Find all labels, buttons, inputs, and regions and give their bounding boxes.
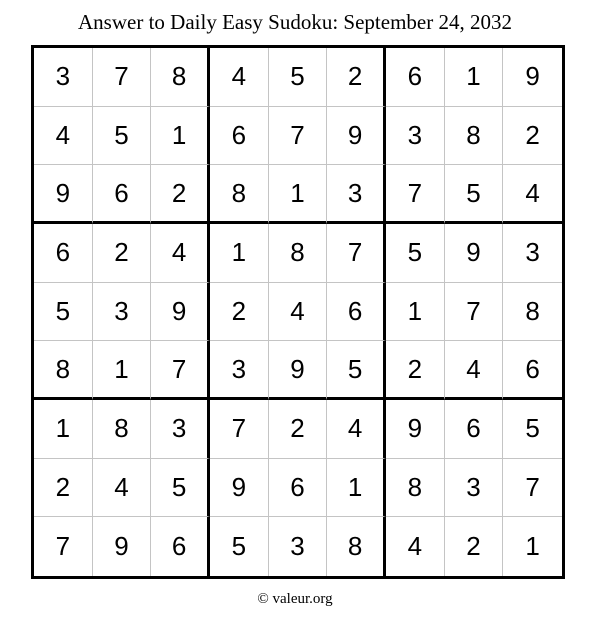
sudoku-cell-r8-c7: 8	[386, 459, 445, 518]
sudoku-cell-r2-c8: 8	[445, 107, 504, 166]
sudoku-cell-r8-c2: 4	[93, 459, 152, 518]
sudoku-cell-r2-c6: 9	[327, 107, 386, 166]
sudoku-cell-r4-c2: 2	[93, 224, 152, 283]
sudoku-cell-r8-c4: 9	[210, 459, 269, 518]
sudoku-cell-r9-c6: 8	[327, 517, 386, 576]
sudoku-cell-r8-c9: 7	[503, 459, 562, 518]
sudoku-cell-r6-c5: 9	[269, 341, 328, 400]
sudoku-cell-r2-c9: 2	[503, 107, 562, 166]
sudoku-cell-r2-c1: 4	[34, 107, 93, 166]
sudoku-cell-r1-c5: 5	[269, 48, 328, 107]
sudoku-cell-r9-c9: 1	[525, 531, 540, 562]
sudoku-cell-r5-c2: 3	[93, 283, 152, 342]
sudoku-cell-r5-c9: 8	[503, 283, 562, 342]
sudoku-cell-r4-c6: 7	[327, 224, 386, 283]
sudoku-cell-r8-c8: 3	[445, 459, 504, 518]
sudoku-cell-r8-c3: 5	[151, 459, 210, 518]
sudoku-cell-r5-c6: 6	[327, 283, 386, 342]
sudoku-cell-r2-c4: 6	[210, 107, 269, 166]
sudoku-cell-r1-c2: 7	[93, 48, 152, 107]
sudoku-cell-r6-c3: 7	[151, 341, 210, 400]
sudoku-cell-r3-c1: 9	[34, 165, 93, 224]
sudoku-cell-r3-c5: 1	[269, 165, 328, 224]
page-title: Answer to Daily Easy Sudoku: September 24, 2032	[78, 10, 512, 34]
sudoku-cell-r4-c1: 6	[34, 224, 93, 283]
sudoku-cell-r6-c8: 4	[445, 341, 504, 400]
sudoku-cell-r6-c6: 5	[327, 341, 386, 400]
sudoku-cell-r9-c8: 2	[445, 517, 504, 576]
sudoku-cell-r7-c4: 7	[210, 400, 269, 459]
sudoku-cell-r3-c4: 8	[210, 165, 269, 224]
sudoku-cell-r9-c5: 3	[269, 517, 328, 576]
sudoku-cell-r3-c9: 4	[503, 165, 562, 224]
sudoku-cell-r9-c3: 6	[151, 517, 210, 576]
sudoku-cell-r4-c8: 9	[445, 224, 504, 283]
sudoku-cell-r7-c1: 1	[34, 400, 93, 459]
sudoku-cell-r1-c7: 6	[386, 48, 445, 107]
copyright-footer: © valeur.org	[257, 591, 333, 607]
sudoku-cell-r5-c7: 1	[386, 283, 445, 342]
sudoku-cell-r3-c2: 6	[93, 165, 152, 224]
sudoku-cell-r6-c9: 6	[503, 341, 562, 400]
sudoku-cell-r8-c1: 2	[34, 459, 93, 518]
sudoku-cell-r7-c9: 5	[503, 400, 562, 459]
sudoku-cell-r3-c3: 2	[151, 165, 210, 224]
sudoku-cell-r4-c3: 4	[151, 224, 210, 283]
sudoku-cell-r5-c5: 4	[269, 283, 328, 342]
sudoku-board	[31, 45, 565, 579]
sudoku-cell-r6-c7: 2	[386, 341, 445, 400]
sudoku-cell-r7-c5: 2	[269, 400, 328, 459]
sudoku-cell-r7-c2: 8	[93, 400, 152, 459]
sudoku-cell-r2-c7: 3	[386, 107, 445, 166]
sudoku-cell-r8-c5: 6	[269, 459, 328, 518]
sudoku-cell-r1-c9: 9	[503, 48, 562, 107]
sudoku-cell-r5-c1: 5	[34, 283, 93, 342]
sudoku-cell-r6-c2: 1	[93, 341, 152, 400]
sudoku-cell-r2-c2: 5	[93, 107, 152, 166]
sudoku-cell-r7-c6: 4	[327, 400, 386, 459]
sudoku-cell-r6-c4: 3	[210, 341, 269, 400]
sudoku-cell-r4-c7: 5	[386, 224, 445, 283]
sudoku-cell-r3-c7: 7	[386, 165, 445, 224]
sudoku-cell-r1-c3: 8	[151, 48, 210, 107]
sudoku-cell-r9-c1: 7	[34, 517, 93, 576]
sudoku-cell-r7-c7: 9	[386, 400, 445, 459]
sudoku-cell-r3-c6: 3	[327, 165, 386, 224]
sudoku-cell-r4-c9: 3	[503, 224, 562, 283]
sudoku-cell-r6-c1: 8	[34, 341, 93, 400]
sudoku-cell-r7-c8: 6	[445, 400, 504, 459]
sudoku-cell-r9-c2: 9	[93, 517, 152, 576]
sudoku-cell-r1-c6: 2	[327, 48, 386, 107]
sudoku-cell-r5-c8: 7	[445, 283, 504, 342]
sudoku-cell-r1-c8: 1	[445, 48, 504, 107]
sudoku-cell-r4-c5: 8	[269, 224, 328, 283]
sudoku-cell-r9-c7: 4	[386, 517, 445, 576]
sudoku-cell-r3-c8: 5	[445, 165, 504, 224]
sudoku-cell-r7-c3: 3	[151, 400, 210, 459]
sudoku-cell-r5-c3: 9	[151, 283, 210, 342]
sudoku-cell-r4-c4: 1	[210, 224, 269, 283]
sudoku-cell-r9-c4: 5	[210, 517, 269, 576]
sudoku-cell-r2-c3: 1	[151, 107, 210, 166]
sudoku-cell-r1-c4: 4	[210, 48, 269, 107]
sudoku-cell-r1-c1: 3	[34, 48, 93, 107]
sudoku-cell-r2-c5: 7	[269, 107, 328, 166]
sudoku-cell-r8-c6: 1	[327, 459, 386, 518]
sudoku-cell-r5-c4: 2	[210, 283, 269, 342]
